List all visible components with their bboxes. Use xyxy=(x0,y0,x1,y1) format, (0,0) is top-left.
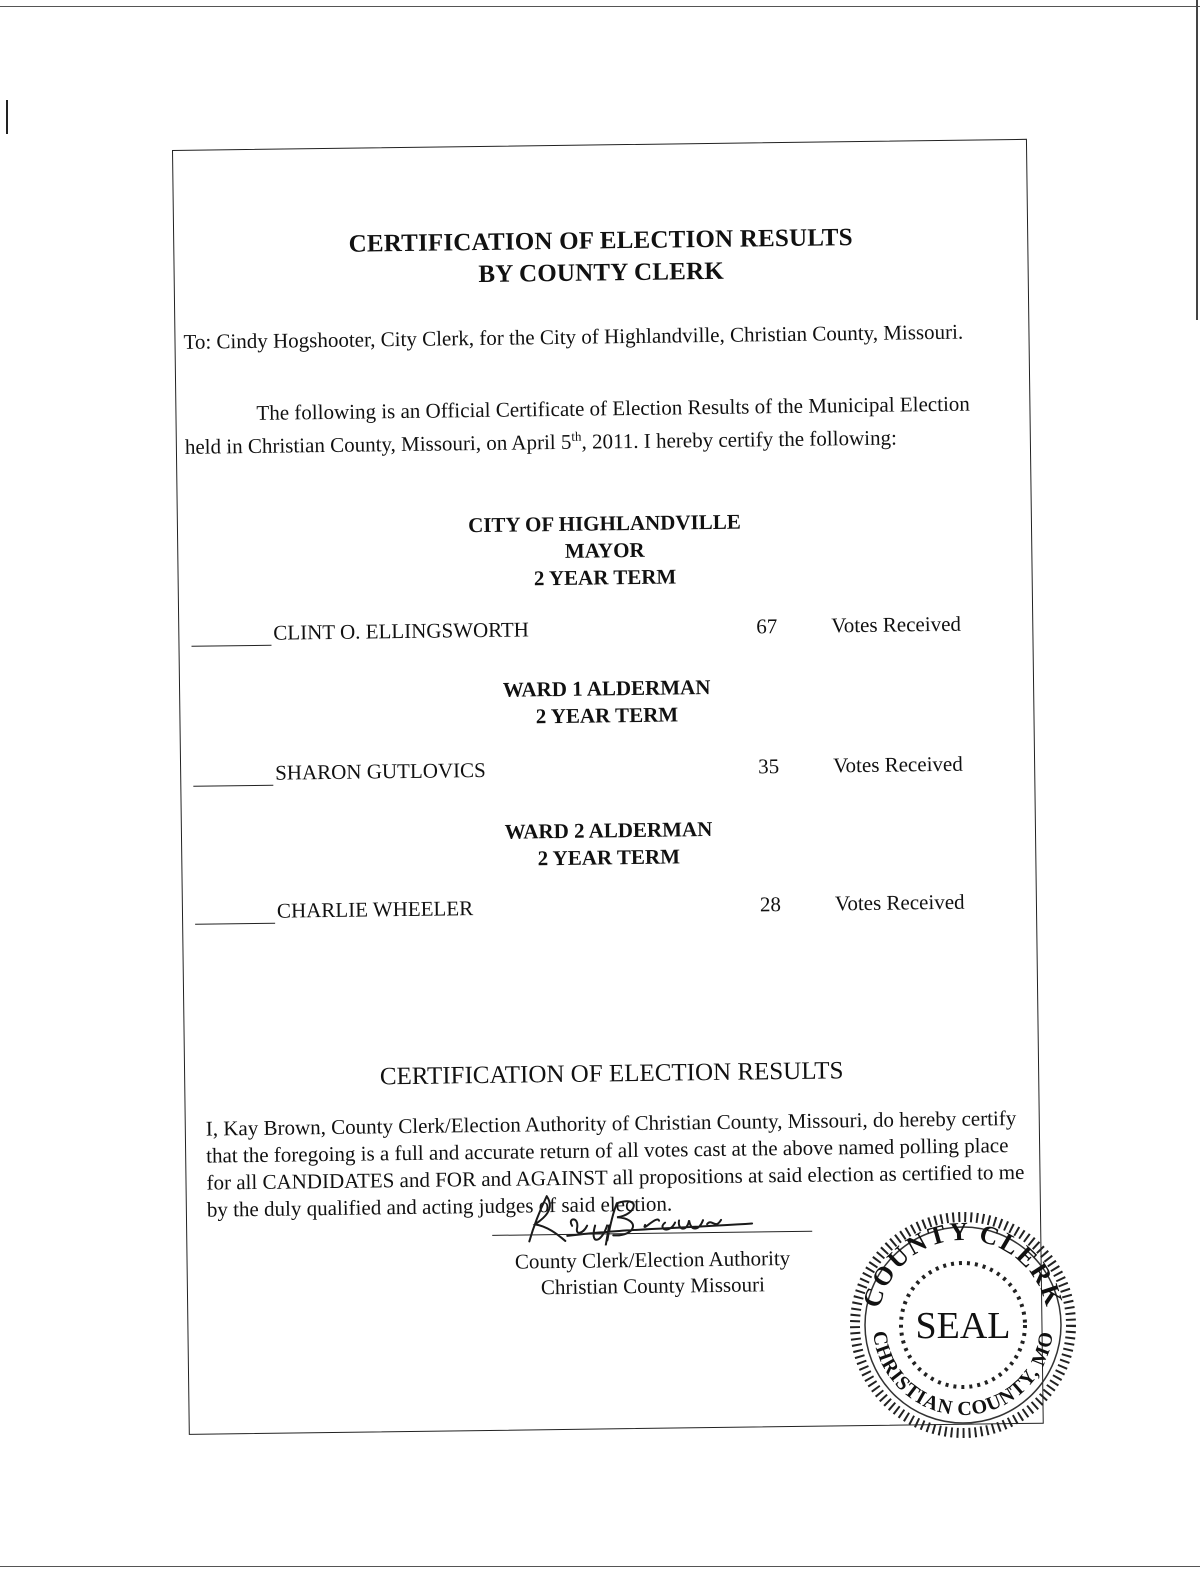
intro-text-a: The following is an Official Certificate of Election Results of the Municipal Election held in Christian County, Missouri, on April 5 xyxy=(184,391,970,459)
section-heading-line: MAYOR xyxy=(564,537,645,563)
section-heading-mayor xyxy=(178,505,1032,597)
candidate-name: CLINT O. ELLINGSWORTH xyxy=(273,617,530,645)
result-row xyxy=(193,750,983,790)
section-heading-line: CITY OF HIGHLANDVILLE xyxy=(467,509,741,538)
vote-count: 35 xyxy=(757,754,780,779)
seal-center-text: SEAL xyxy=(915,1305,1011,1347)
section-heading-line: 2 YEAR TERM xyxy=(533,564,677,591)
result-row xyxy=(191,610,981,650)
section-heading-ward2 xyxy=(182,812,1036,877)
title-line-2: BY COUNTY CLERK xyxy=(478,257,725,288)
vote-count: 67 xyxy=(756,614,778,639)
scan-edge-right xyxy=(1196,0,1198,320)
signatory-title xyxy=(487,1245,818,1301)
svg-text:COUNTY CLERK xyxy=(857,1217,1069,1311)
check-blank xyxy=(193,785,273,787)
section-heading-line: 2 YEAR TERM xyxy=(537,844,681,871)
signatory-title-line: Christian County Missouri xyxy=(540,1272,766,1300)
county-clerk-seal xyxy=(848,1210,1078,1440)
document-title xyxy=(174,220,1028,295)
vote-count: 28 xyxy=(759,892,782,917)
signatory-title-line: County Clerk/Election Authority xyxy=(514,1246,791,1274)
intro-paragraph xyxy=(184,390,985,460)
scan-mark-left xyxy=(6,100,8,134)
check-blank xyxy=(191,645,271,647)
result-row xyxy=(195,888,985,928)
section-heading-line: WARD 2 ALDERMAN xyxy=(504,816,713,844)
scan-edge-bottom xyxy=(0,1566,1200,1567)
certification-title: CERTIFICATION OF ELECTION RESULTS xyxy=(379,1057,844,1091)
section-heading-line: WARD 1 ALDERMAN xyxy=(502,674,711,702)
seal-bottom-text: CHRISTIAN COUNTY, MO xyxy=(868,1329,1059,1421)
title-line-1: CERTIFICATION OF ELECTION RESULTS xyxy=(348,224,853,258)
section-heading-line: 2 YEAR TERM xyxy=(535,702,679,729)
addressee: To: Cindy Hogshooter, City Clerk, for the City of Highlandville, Christian County, Missouri. xyxy=(183,319,964,354)
intro-superscript: th xyxy=(571,428,582,444)
votes-label: Votes Received xyxy=(832,751,963,778)
check-blank xyxy=(195,923,275,925)
candidate-name: SHARON GUTLOVICS xyxy=(275,757,486,785)
intro-text-b: , 2011. I hereby certify the following: xyxy=(581,425,897,454)
scan-edge-top xyxy=(0,6,1200,7)
votes-label: Votes Received xyxy=(831,611,962,638)
certification-body: I, Kay Brown, County Clerk/Election Authority of Christian County, Missouri, do hereby certify that the foregoing is a full and accurate return of all votes cast at the above named polling place for all CANDIDATES and FOR and AGAINST all propositions at said election as certified to me by the duly qualified and acting judges of said election. xyxy=(205,1106,1025,1222)
section-heading-ward1 xyxy=(180,670,1034,735)
votes-label: Votes Received xyxy=(834,889,965,916)
seal-top-text: COUNTY CLERK xyxy=(856,1216,1070,1311)
candidate-name: CHARLIE WHEELER xyxy=(276,896,474,923)
signature-image xyxy=(517,1183,758,1246)
